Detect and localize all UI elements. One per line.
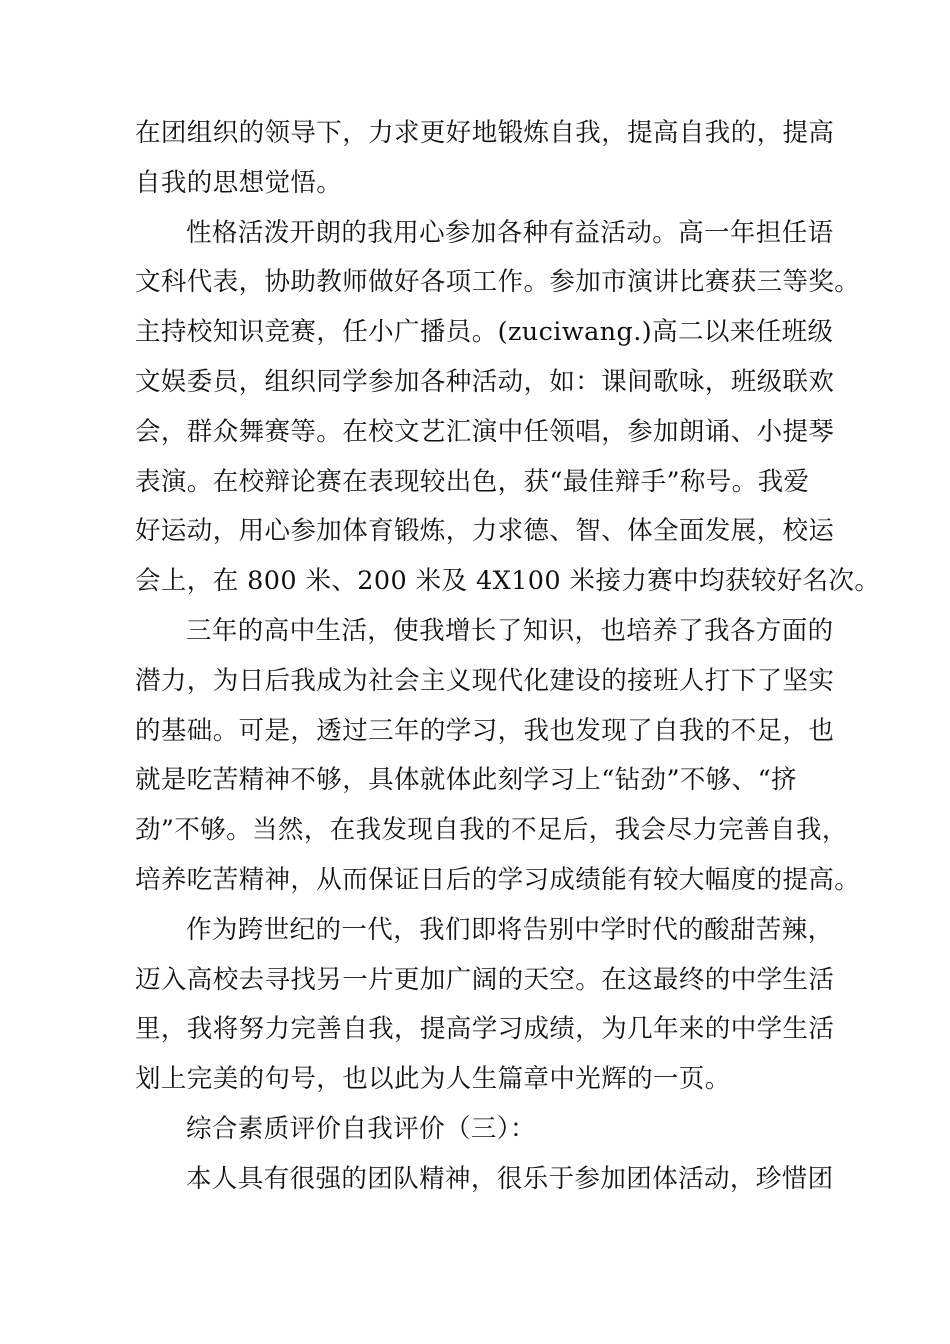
text-line: 会上，在 800 米、200 米及 4X100 米接力赛中均获较好名次。 [135,566,881,597]
paragraph [135,607,861,906]
text-line: 文娱委员，组织同学参加各种活动，如：课间歌咏，班级联欢 [135,366,835,397]
text-line: 作为跨世纪的一代，我们即将告别中学时代的酸甜苦辣， [186,914,834,945]
text-line: 自我的思想觉悟。 [135,167,343,198]
text-line: 本人具有很强的团队精神，很乐于参加团体活动，珍惜团 [186,1163,834,1194]
paragraph [135,1155,834,1205]
paragraph [135,109,835,209]
section-heading [135,1105,825,1155]
paragraph [135,209,881,607]
text-line: 好运动，用心参加体育锻炼，力求德、智、体全面发展，校运 [135,516,835,547]
text-line: 培养吃苦精神，从而保证日后的学习成绩能有较大幅度的提高。 [135,864,861,895]
text-line: 会，群众舞赛等。在校文艺汇演中任领唱，参加朗诵、小提琴 [135,416,835,447]
text-line: 的基础。可是，透过三年的学习，我也发现了自我的不足，也 [135,715,835,746]
text-line: 里，我将努力完善自我，提高学习成绩，为几年来的中学生活 [135,1014,835,1045]
text-line: 三年的高中生活，使我增长了知识，也培养了我各方面的 [186,615,834,646]
text-line: 就是吃苦精神不够，具体就体此刻学习上“钻劲”不够、“挤 [135,765,797,796]
document-body [135,109,881,1205]
text-line: 表演。在校辩论赛在表现较出色，获“最佳辩手”称号。我爱 [135,466,810,497]
text-line: 划上完美的句号，也以此为人生篇章中光辉的一页。 [135,1064,731,1095]
text-line: 劲”不够。当然，在我发现自我的不足后，我会尽力完善自我， [135,815,848,846]
text-line: 在团组织的领导下，力求更好地锻炼自我，提高自我的，提高 [135,118,835,148]
paragraph [135,906,835,1105]
text-line: 迈入高校去寻找另一片更加广阔的天空。在这最终的中学生活 [135,964,835,995]
text-line: 主持校知识竞赛，任小广播员。(zuciwang.)高二以来任班级 [135,317,834,348]
text-line: 潜力，为日后我成为社会主义现代化建设的接班人打下了坚实 [135,665,835,696]
text-line: 性格活泼开朗的我用心参加各种有益活动。高一年担任语 [186,217,834,248]
text-line: 文科代表，协助教师做好各项工作。参加市演讲比赛获三等奖。 [135,267,861,298]
text-line: 综合素质评价自我评价（三）： [186,1113,536,1144]
